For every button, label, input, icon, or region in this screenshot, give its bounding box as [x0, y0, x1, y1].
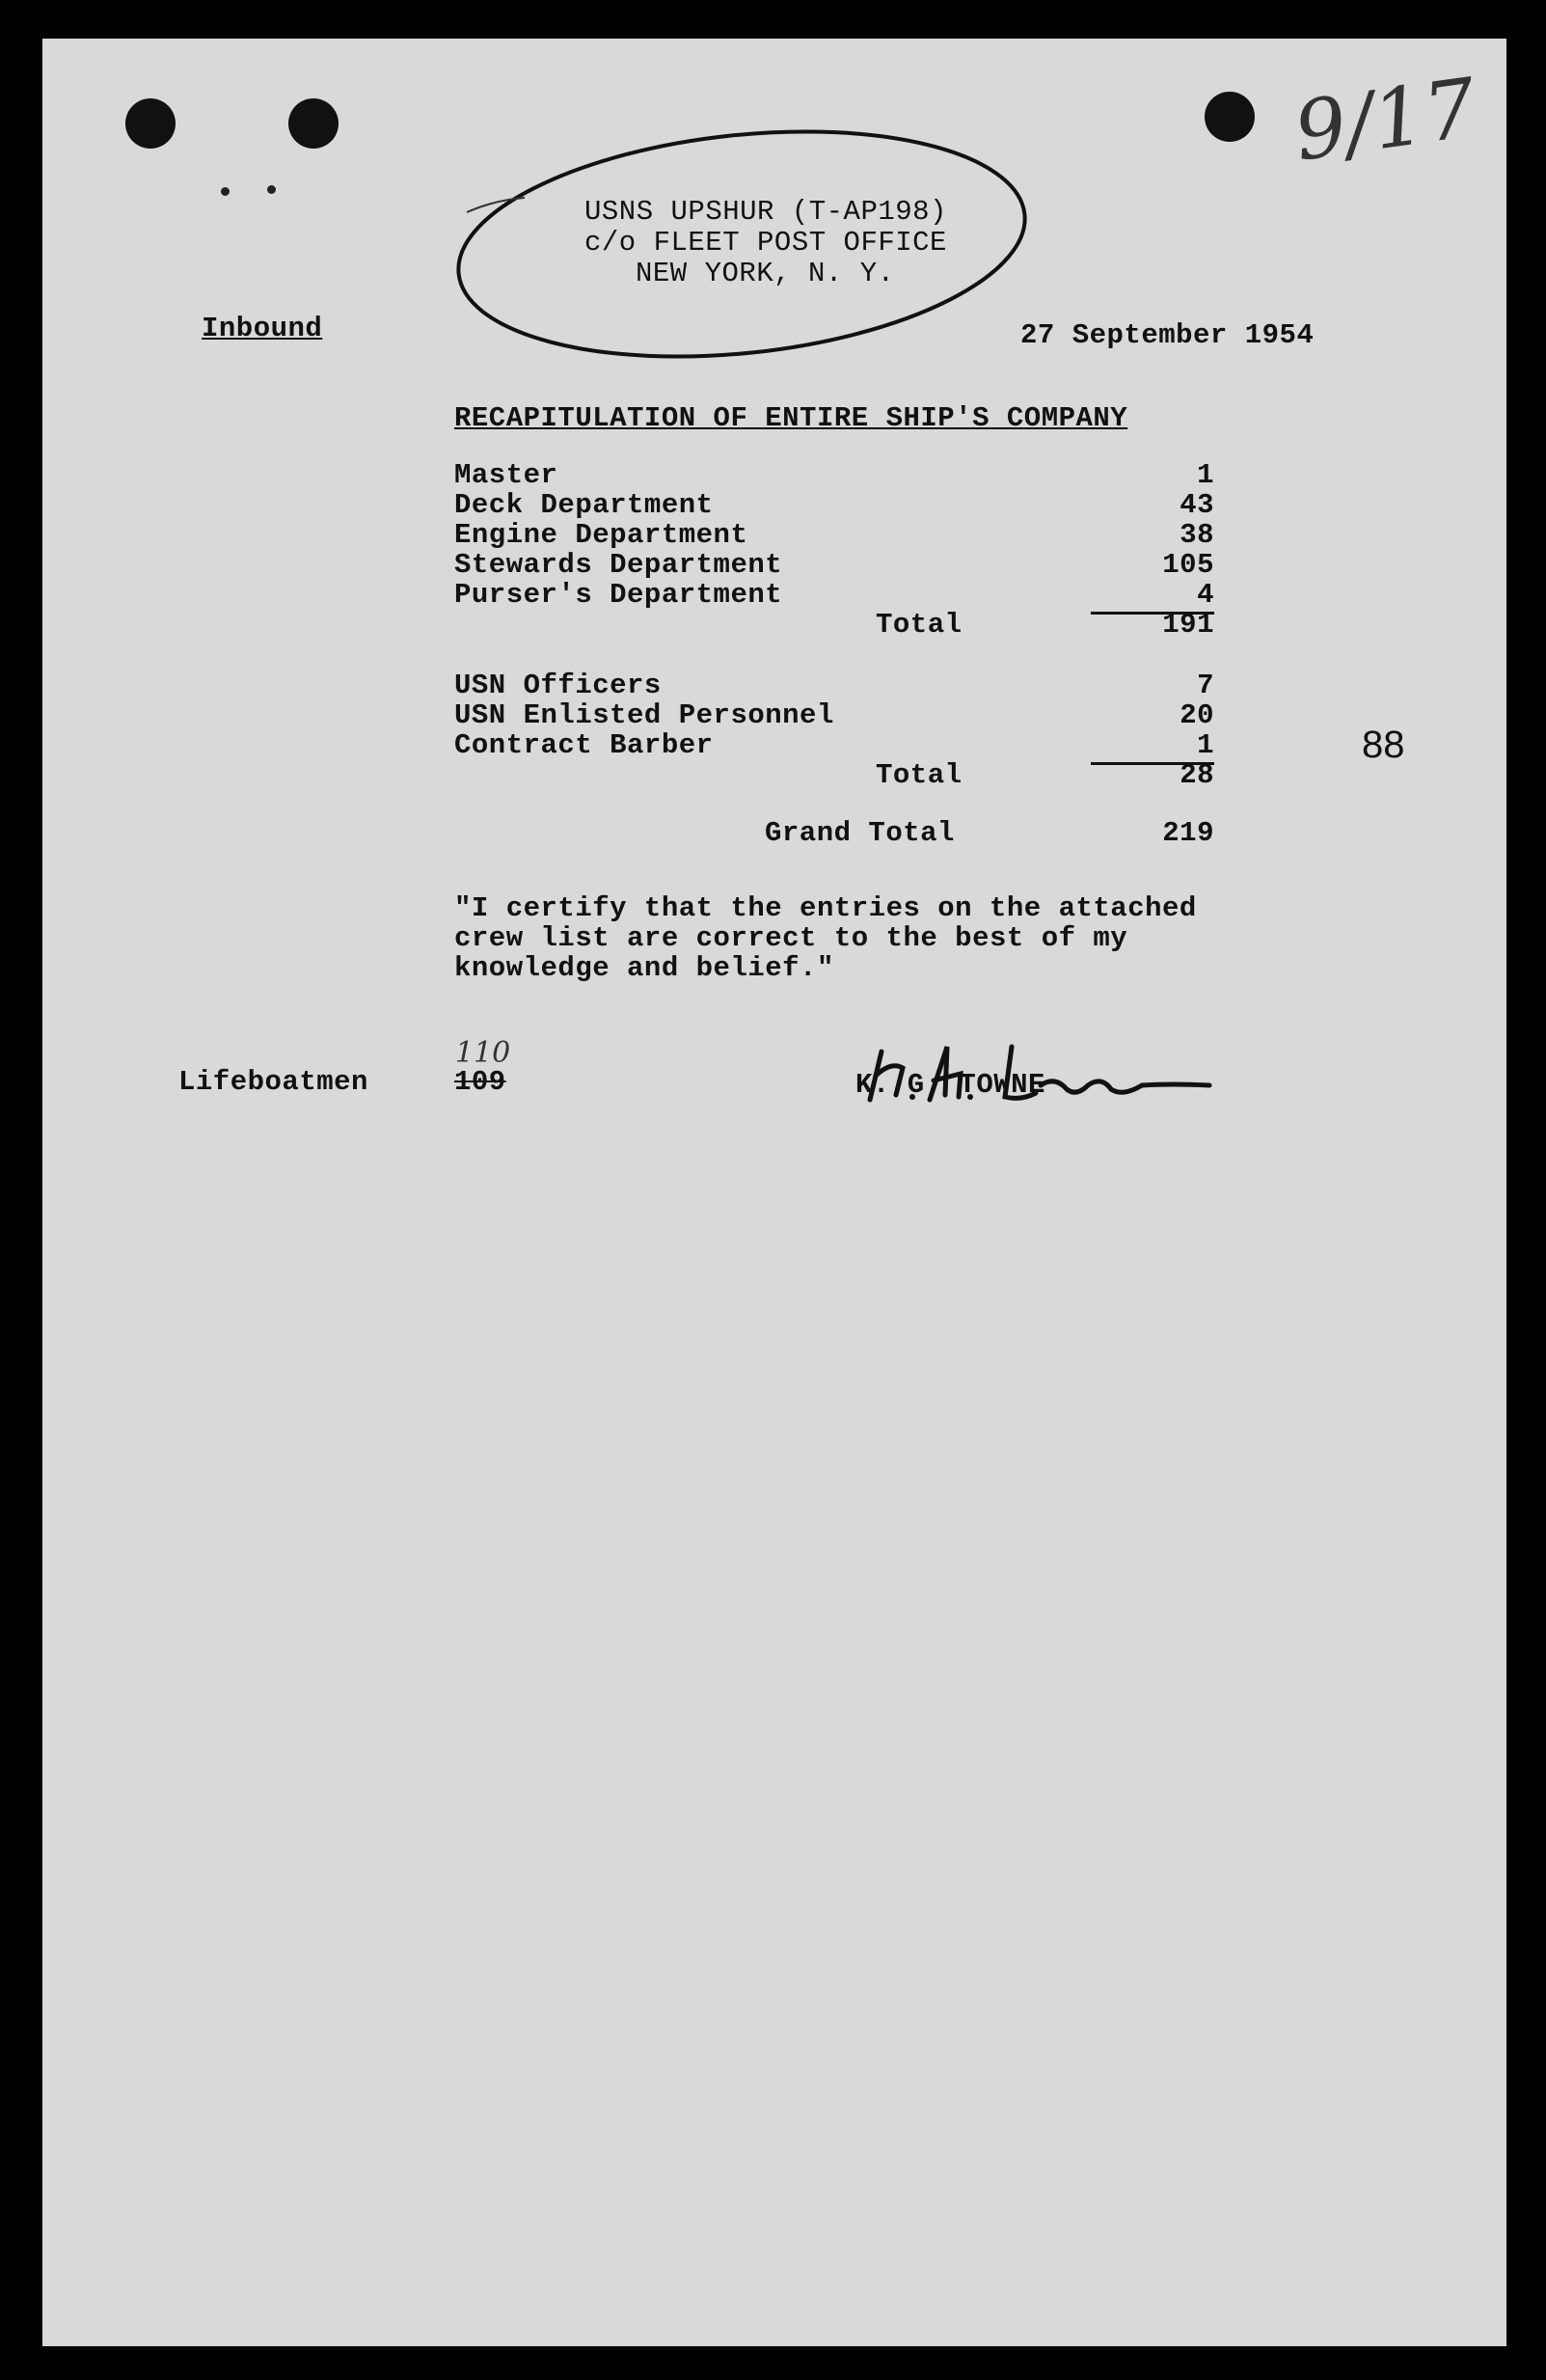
crew-total-value: 191	[1162, 609, 1214, 641]
crew-label-engine: Engine Department	[454, 519, 748, 551]
stamp-line-2: c/o FLEET POST OFFICE	[584, 227, 947, 259]
speck-dot	[221, 187, 230, 196]
recap-title: RECAPITULATION OF ENTIRE SHIP'S COMPANY	[454, 402, 1128, 434]
speck-dot	[267, 185, 276, 194]
lifeboatmen-struck-count: 109	[454, 1066, 506, 1098]
crew-label-master: Master	[454, 459, 558, 491]
punch-hole-right	[1205, 92, 1255, 142]
crew-value-engine: 38	[1180, 519, 1214, 551]
other-value-contract-barber: 1	[1197, 729, 1214, 761]
grand-total-label: Grand Total	[765, 817, 955, 849]
punch-hole-center-left	[288, 98, 339, 149]
crew-value-deck: 43	[1180, 489, 1214, 521]
certification-line-1: "I certify that the entries on the attached	[454, 892, 1197, 924]
crew-label-stewards: Stewards Department	[454, 549, 783, 581]
document-page	[42, 39, 1506, 2346]
direction-label: Inbound	[202, 313, 323, 344]
lifeboatmen-corrected-count: 110	[455, 1036, 511, 1070]
stamp-line-1: USNS UPSHUR (T-AP198)	[584, 196, 947, 228]
other-label-contract-barber: Contract Barber	[454, 729, 714, 761]
document-date: 27 September 1954	[1020, 319, 1315, 351]
signature-name: K. G. TOWNE	[855, 1069, 1045, 1101]
other-value-usn-enlisted: 20	[1180, 699, 1214, 731]
handwritten-signature	[853, 1008, 1277, 1124]
side-number: 88	[1362, 724, 1405, 766]
other-value-usn-officers: 7	[1197, 670, 1214, 701]
grand-total-value: 219	[1162, 817, 1214, 849]
other-total-label: Total	[876, 759, 963, 791]
crew-total-label: Total	[876, 609, 963, 641]
crew-label-deck: Deck Department	[454, 489, 714, 521]
crew-value-master: 1	[1197, 459, 1214, 491]
lifeboatmen-label: Lifeboatmen	[178, 1066, 368, 1098]
certification-line-2: crew list are correct to the best of my	[454, 922, 1128, 954]
other-label-usn-officers: USN Officers	[454, 670, 662, 701]
certification-line-3: knowledge and belief."	[454, 952, 834, 984]
other-label-usn-enlisted: USN Enlisted Personnel	[454, 699, 834, 731]
crew-label-pursers: Purser's Department	[454, 579, 783, 611]
crew-value-stewards: 105	[1162, 549, 1214, 581]
stamp-line-3: NEW YORK, N. Y.	[636, 258, 895, 289]
crew-value-pursers: 4	[1197, 579, 1214, 611]
punch-hole-left	[125, 98, 176, 149]
other-total-value: 28	[1180, 759, 1214, 791]
corner-handwritten-note: 9/17	[1288, 60, 1482, 179]
